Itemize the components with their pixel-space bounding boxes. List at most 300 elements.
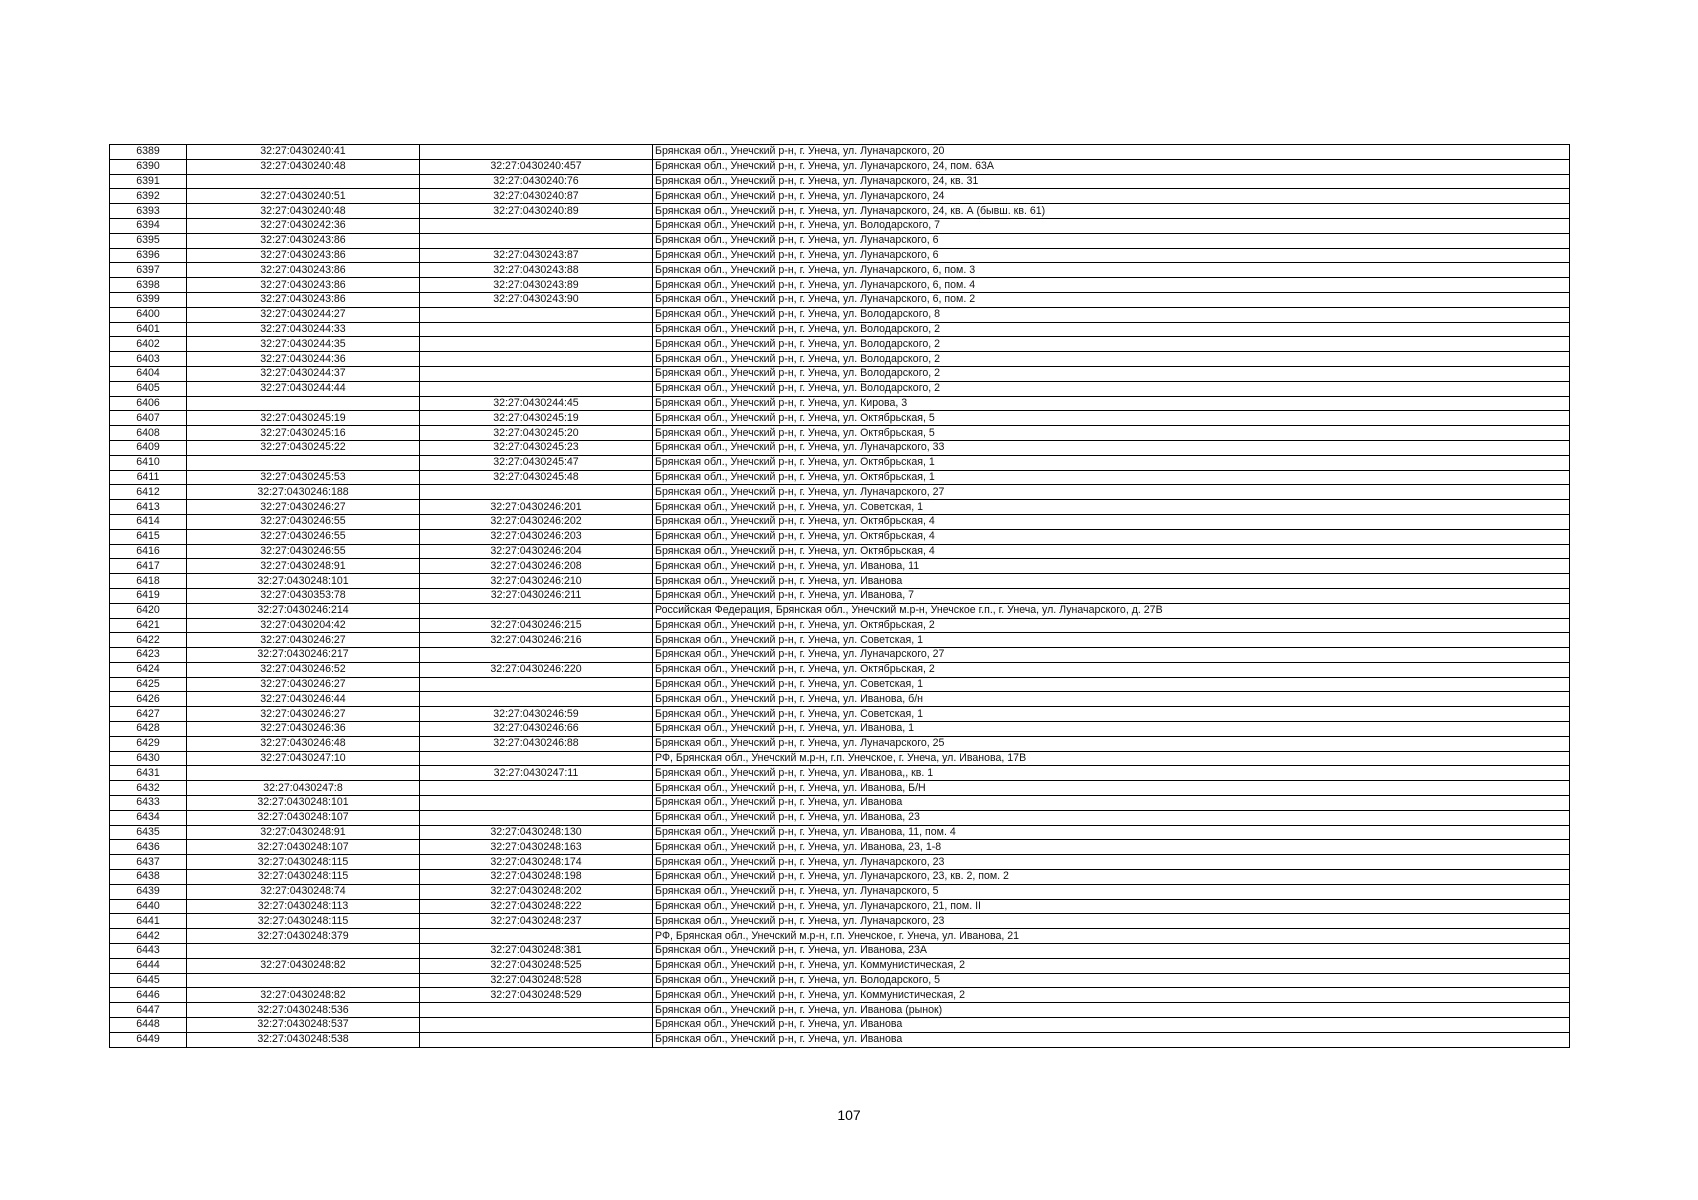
address-cell: Брянская обл., Унечский р-н, г. Унеча, ул. Иванова, 23А	[653, 944, 1570, 959]
object-number-cell: 32:27:0430246:66	[420, 722, 653, 737]
object-number-cell: 32:27:0430246:201	[420, 500, 653, 515]
table-row	[110, 766, 1570, 781]
row-number-cell: 6402	[110, 337, 187, 352]
row-number-cell: 6445	[110, 973, 187, 988]
object-number-cell	[420, 352, 653, 367]
parcel-number-cell: 32:27:0430243:86	[187, 263, 420, 278]
address-cell: Брянская обл., Унечский р-н, г. Унеча, ул. Кирова, 3	[653, 396, 1570, 411]
parcel-number-cell: 32:27:0430248:538	[187, 1032, 420, 1047]
row-number-cell: 6396	[110, 248, 187, 263]
parcel-number-cell: 32:27:0430243:86	[187, 292, 420, 307]
row-number-cell: 6429	[110, 736, 187, 751]
row-number-cell: 6444	[110, 958, 187, 973]
parcel-number-cell: 32:27:0430246:55	[187, 514, 420, 529]
table-row	[110, 796, 1570, 811]
table-row	[110, 870, 1570, 885]
parcel-number-cell	[187, 396, 420, 411]
parcel-number-cell: 32:27:0430240:48	[187, 159, 420, 174]
parcel-number-cell: 32:27:0430246:44	[187, 692, 420, 707]
table-row	[110, 307, 1570, 322]
address-cell: Брянская обл., Унечский р-н, г. Унеча, ул. Луначарского, 27	[653, 648, 1570, 663]
table-row	[110, 633, 1570, 648]
row-number-cell: 6420	[110, 603, 187, 618]
address-cell: Брянская обл., Унечский р-н, г. Унеча, ул. Луначарского, 23, кв. 2, пом. 2	[653, 870, 1570, 885]
address-cell: Брянская обл., Унечский р-н, г. Унеча, ул. Иванова, 1	[653, 722, 1570, 737]
address-cell: Брянская обл., Унечский р-н, г. Унеча, ул. Володарского, 2	[653, 352, 1570, 367]
table-row	[110, 233, 1570, 248]
row-number-cell: 6442	[110, 929, 187, 944]
address-cell: Брянская обл., Унечский р-н, г. Унеча, ул. Октябрьская, 4	[653, 529, 1570, 544]
parcel-number-cell: 32:27:0430244:37	[187, 366, 420, 381]
table-row	[110, 426, 1570, 441]
table-row	[110, 988, 1570, 1003]
address-cell: Брянская обл., Унечский р-н, г. Унеча, ул. Иванова, 23	[653, 810, 1570, 825]
row-number-cell: 6446	[110, 988, 187, 1003]
row-number-cell: 6395	[110, 233, 187, 248]
address-cell: Брянская обл., Унечский р-н, г. Унеча, ул. Луначарского, 24, кв. 31	[653, 174, 1570, 189]
page-number: 107	[837, 1107, 861, 1123]
parcel-number-cell: 32:27:0430248:74	[187, 884, 420, 899]
parcel-number-cell: 32:27:0430245:22	[187, 440, 420, 455]
object-number-cell	[420, 218, 653, 233]
table-row	[110, 381, 1570, 396]
row-number-cell: 6417	[110, 559, 187, 574]
parcel-number-cell: 32:27:0430248:91	[187, 559, 420, 574]
address-cell: Брянская обл., Унечский р-н, г. Унеча, ул. Луначарского, 6	[653, 233, 1570, 248]
row-number-cell: 6425	[110, 677, 187, 692]
row-number-cell: 6419	[110, 588, 187, 603]
parcel-number-cell: 32:27:0430243:86	[187, 278, 420, 293]
object-number-cell	[420, 145, 653, 160]
row-number-cell: 6403	[110, 352, 187, 367]
parcel-number-cell: 32:27:0430248:113	[187, 899, 420, 914]
table-row	[110, 559, 1570, 574]
table-row	[110, 544, 1570, 559]
table-row	[110, 278, 1570, 293]
address-cell: Брянская обл., Унечский р-н, г. Унеча, ул. Иванова, 7	[653, 588, 1570, 603]
parcel-number-cell: 32:27:0430244:33	[187, 322, 420, 337]
parcel-number-cell: 32:27:0430246:55	[187, 529, 420, 544]
row-number-cell: 6428	[110, 722, 187, 737]
address-cell: Брянская обл., Унечский р-н, г. Унеча, ул. Володарского, 8	[653, 307, 1570, 322]
address-cell: Брянская обл., Унечский р-н, г. Унеча, ул. Луначарского, 24, кв. А (бывш. кв. 61)	[653, 204, 1570, 219]
table-row	[110, 292, 1570, 307]
table-row	[110, 855, 1570, 870]
row-number-cell: 6448	[110, 1018, 187, 1033]
object-number-cell: 32:27:0430246:59	[420, 707, 653, 722]
parcel-number-cell: 32:27:0430248:82	[187, 988, 420, 1003]
address-cell: Брянская обл., Унечский р-н, г. Унеча, ул. Володарского, 2	[653, 366, 1570, 381]
object-number-cell: 32:27:0430246:208	[420, 559, 653, 574]
object-number-cell: 32:27:0430246:211	[420, 588, 653, 603]
address-cell: Брянская обл., Унечский р-н, г. Унеча, ул. Луначарского, 27	[653, 485, 1570, 500]
object-number-cell	[420, 603, 653, 618]
row-number-cell: 6435	[110, 825, 187, 840]
row-number-cell: 6391	[110, 174, 187, 189]
parcel-number-cell	[187, 174, 420, 189]
table-row	[110, 396, 1570, 411]
object-number-cell	[420, 366, 653, 381]
parcel-number-cell: 32:27:0430353:78	[187, 588, 420, 603]
parcel-number-cell: 32:27:0430240:41	[187, 145, 420, 160]
object-number-cell: 32:27:0430243:87	[420, 248, 653, 263]
address-cell: Брянская обл., Унечский р-н, г. Унеча, ул. Луначарского, 23	[653, 855, 1570, 870]
table-row	[110, 514, 1570, 529]
address-cell: Брянская обл., Унечский р-н, г. Унеча, ул. Иванова	[653, 1018, 1570, 1033]
row-number-cell: 6409	[110, 440, 187, 455]
row-number-cell: 6399	[110, 292, 187, 307]
object-number-cell: 32:27:0430248:237	[420, 914, 653, 929]
table-row	[110, 1018, 1570, 1033]
object-number-cell	[420, 1018, 653, 1033]
parcel-number-cell: 32:27:0430248:107	[187, 840, 420, 855]
object-number-cell	[420, 751, 653, 766]
address-cell: РФ, Брянская обл., Унечский м.р-н, г.п. Унечское, г. Унеча, ул. Иванова, 21	[653, 929, 1570, 944]
object-number-cell: 32:27:0430246:216	[420, 633, 653, 648]
address-cell: Брянская обл., Унечский р-н, г. Унеча, ул. Октябрьская, 1	[653, 455, 1570, 470]
address-cell: Брянская обл., Унечский р-н, г. Унеча, ул. Володарского, 2	[653, 337, 1570, 352]
address-cell: Брянская обл., Унечский р-н, г. Унеча, ул. Октябрьская, 4	[653, 544, 1570, 559]
row-number-cell: 6418	[110, 574, 187, 589]
parcel-number-cell: 32:27:0430246:27	[187, 677, 420, 692]
object-number-cell	[420, 648, 653, 663]
table-row	[110, 648, 1570, 663]
parcel-number-cell: 32:27:0430246:27	[187, 500, 420, 515]
object-number-cell: 32:27:0430248:198	[420, 870, 653, 885]
table-row	[110, 603, 1570, 618]
object-number-cell: 32:27:0430240:457	[420, 159, 653, 174]
row-number-cell: 6449	[110, 1032, 187, 1047]
parcel-number-cell: 32:27:0430246:188	[187, 485, 420, 500]
address-cell: Брянская обл., Унечский р-н, г. Унеча, ул. Октябрьская, 2	[653, 618, 1570, 633]
address-cell: Брянская обл., Унечский р-н, г. Унеча, ул. Коммунистическая, 2	[653, 988, 1570, 1003]
parcel-number-cell: 32:27:0430248:115	[187, 914, 420, 929]
object-number-cell: 32:27:0430243:88	[420, 263, 653, 278]
parcel-number-cell: 32:27:0430248:536	[187, 1003, 420, 1018]
address-cell: Брянская обл., Унечский р-н, г. Унеча, ул. Советская, 1	[653, 633, 1570, 648]
row-number-cell: 6422	[110, 633, 187, 648]
row-number-cell: 6406	[110, 396, 187, 411]
row-number-cell: 6423	[110, 648, 187, 663]
address-cell: Брянская обл., Унечский р-н, г. Унеча, ул. Советская, 1	[653, 707, 1570, 722]
parcel-number-cell: 32:27:0430245:16	[187, 426, 420, 441]
parcel-number-cell: 32:27:0430243:86	[187, 233, 420, 248]
parcel-number-cell: 32:27:0430248:82	[187, 958, 420, 973]
row-number-cell: 6434	[110, 810, 187, 825]
table-row	[110, 440, 1570, 455]
row-number-cell: 6410	[110, 455, 187, 470]
object-number-cell: 32:27:0430244:45	[420, 396, 653, 411]
row-number-cell: 6390	[110, 159, 187, 174]
object-number-cell	[420, 810, 653, 825]
address-cell: Брянская обл., Унечский р-н, г. Унеча, ул. Володарского, 2	[653, 381, 1570, 396]
row-number-cell: 6426	[110, 692, 187, 707]
parcel-number-cell: 32:27:0430248:537	[187, 1018, 420, 1033]
parcel-number-cell: 32:27:0430204:42	[187, 618, 420, 633]
row-number-cell: 6405	[110, 381, 187, 396]
table-row	[110, 189, 1570, 204]
row-number-cell: 6415	[110, 529, 187, 544]
row-number-cell: 6433	[110, 796, 187, 811]
object-number-cell	[420, 677, 653, 692]
parcel-number-cell: 32:27:0430246:55	[187, 544, 420, 559]
object-number-cell	[420, 1032, 653, 1047]
parcel-number-cell: 32:27:0430248:101	[187, 796, 420, 811]
table-row	[110, 248, 1570, 263]
address-cell: Брянская обл., Унечский р-н, г. Унеча, ул. Иванова, б/н	[653, 692, 1570, 707]
address-cell: Брянская обл., Унечский р-н, г. Унеча, ул. Иванова	[653, 574, 1570, 589]
row-number-cell: 6400	[110, 307, 187, 322]
object-number-cell: 32:27:0430246:88	[420, 736, 653, 751]
parcel-number-cell: 32:27:0430246:48	[187, 736, 420, 751]
object-number-cell	[420, 1003, 653, 1018]
address-cell: Брянская обл., Унечский р-н, г. Унеча, ул. Луначарского, 21, пом. II	[653, 899, 1570, 914]
table-row	[110, 322, 1570, 337]
address-cell: Брянская обл., Унечский р-н, г. Унеча, ул. Иванова, 11	[653, 559, 1570, 574]
parcel-number-cell: 32:27:0430248:91	[187, 825, 420, 840]
table-row	[110, 174, 1570, 189]
parcel-number-cell: 32:27:0430240:51	[187, 189, 420, 204]
row-number-cell: 6413	[110, 500, 187, 515]
row-number-cell: 6401	[110, 322, 187, 337]
address-cell: Брянская обл., Унечский р-н, г. Унеча, ул. Иванова	[653, 796, 1570, 811]
row-number-cell: 6421	[110, 618, 187, 633]
object-number-cell: 32:27:0430246:203	[420, 529, 653, 544]
object-number-cell: 32:27:0430240:87	[420, 189, 653, 204]
row-number-cell: 6408	[110, 426, 187, 441]
address-cell: Брянская обл., Унечский р-н, г. Унеча, ул. Володарского, 2	[653, 322, 1570, 337]
parcel-number-cell	[187, 455, 420, 470]
object-number-cell: 32:27:0430248:163	[420, 840, 653, 855]
row-number-cell: 6414	[110, 514, 187, 529]
row-number-cell: 6394	[110, 218, 187, 233]
object-number-cell	[420, 692, 653, 707]
address-cell: Брянская обл., Унечский р-н, г. Унеча, ул. Луначарского, 24	[653, 189, 1570, 204]
row-number-cell: 6416	[110, 544, 187, 559]
address-cell: Брянская обл., Унечский р-н, г. Унеча, ул. Луначарского, 25	[653, 736, 1570, 751]
parcel-number-cell: 32:27:0430240:48	[187, 204, 420, 219]
parcel-number-cell: 32:27:0430245:19	[187, 411, 420, 426]
address-cell: Брянская обл., Унечский р-н, г. Унеча, ул. Луначарского, 5	[653, 884, 1570, 899]
row-number-cell: 6437	[110, 855, 187, 870]
address-cell: РФ, Брянская обл., Унечский м.р-н, г.п. Унечское, г. Унеча, ул. Иванова, 17В	[653, 751, 1570, 766]
row-number-cell: 6431	[110, 766, 187, 781]
table-row	[110, 692, 1570, 707]
parcel-number-cell: 32:27:0430248:115	[187, 855, 420, 870]
address-cell: Брянская обл., Унечский р-н, г. Унеча, ул. Луначарского, 33	[653, 440, 1570, 455]
parcel-number-cell: 32:27:0430246:52	[187, 662, 420, 677]
address-cell: Брянская обл., Унечский р-н, г. Унеча, ул. Луначарского, 6, пом. 2	[653, 292, 1570, 307]
row-number-cell: 6389	[110, 145, 187, 160]
object-number-cell: 32:27:0430243:90	[420, 292, 653, 307]
object-number-cell: 32:27:0430248:222	[420, 899, 653, 914]
object-number-cell	[420, 307, 653, 322]
address-cell: Брянская обл., Унечский р-н, г. Унеча, ул. Советская, 1	[653, 677, 1570, 692]
table-row	[110, 929, 1570, 944]
object-number-cell	[420, 796, 653, 811]
parcel-number-cell: 32:27:0430243:86	[187, 248, 420, 263]
table-row	[110, 810, 1570, 825]
row-number-cell: 6427	[110, 707, 187, 722]
row-number-cell: 6397	[110, 263, 187, 278]
address-cell: Брянская обл., Унечский р-н, г. Унеча, ул. Октябрьская, 1	[653, 470, 1570, 485]
parcel-number-cell: 32:27:0430248:115	[187, 870, 420, 885]
parcel-number-cell: 32:27:0430246:217	[187, 648, 420, 663]
table-row	[110, 529, 1570, 544]
address-cell: Российская Федерация, Брянская обл., Унечский м.р-н, Унечское г.п., г. Унеча, ул. Луначарского, д. 27В	[653, 603, 1570, 618]
table-row	[110, 263, 1570, 278]
row-number-cell: 6404	[110, 366, 187, 381]
object-number-cell: 32:27:0430240:76	[420, 174, 653, 189]
table-row	[110, 781, 1570, 796]
address-cell: Брянская обл., Унечский р-н, г. Унеча, ул. Иванова (рынок)	[653, 1003, 1570, 1018]
address-cell: Брянская обл., Унечский р-н, г. Унеча, ул. Луначарского, 23	[653, 914, 1570, 929]
object-number-cell: 32:27:0430246:220	[420, 662, 653, 677]
table-row	[110, 662, 1570, 677]
row-number-cell: 6398	[110, 278, 187, 293]
parcel-number-cell	[187, 766, 420, 781]
address-cell: Брянская обл., Унечский р-н, г. Унеча, ул. Иванова,, кв. 1	[653, 766, 1570, 781]
parcel-number-cell: 32:27:0430245:53	[187, 470, 420, 485]
parcel-number-cell: 32:27:0430242:36	[187, 218, 420, 233]
object-number-cell: 32:27:0430248:202	[420, 884, 653, 899]
address-cell: Брянская обл., Унечский р-н, г. Унеча, ул. Октябрьская, 2	[653, 662, 1570, 677]
parcel-number-cell: 32:27:0430246:36	[187, 722, 420, 737]
object-number-cell: 32:27:0430245:20	[420, 426, 653, 441]
table-row	[110, 618, 1570, 633]
table-row	[110, 145, 1570, 160]
table-row	[110, 366, 1570, 381]
parcel-number-cell: 32:27:0430248:107	[187, 810, 420, 825]
object-number-cell: 32:27:0430245:48	[420, 470, 653, 485]
row-number-cell: 6411	[110, 470, 187, 485]
object-number-cell: 32:27:0430246:202	[420, 514, 653, 529]
parcel-number-cell: 32:27:0430246:214	[187, 603, 420, 618]
parcel-number-cell: 32:27:0430248:101	[187, 574, 420, 589]
table-row	[110, 352, 1570, 367]
table-row	[110, 736, 1570, 751]
table-row	[110, 944, 1570, 959]
row-number-cell: 6430	[110, 751, 187, 766]
parcel-number-cell: 32:27:0430248:379	[187, 929, 420, 944]
address-cell: Брянская обл., Унечский р-н, г. Унеча, ул. Октябрьская, 5	[653, 426, 1570, 441]
table-row	[110, 707, 1570, 722]
table-row	[110, 914, 1570, 929]
object-number-cell	[420, 233, 653, 248]
address-cell: Брянская обл., Унечский р-н, г. Унеча, ул. Иванова	[653, 1032, 1570, 1047]
object-number-cell	[420, 337, 653, 352]
row-number-cell: 6407	[110, 411, 187, 426]
parcel-number-cell: 32:27:0430247:10	[187, 751, 420, 766]
parcel-number-cell: 32:27:0430244:27	[187, 307, 420, 322]
row-number-cell: 6440	[110, 899, 187, 914]
row-number-cell: 6424	[110, 662, 187, 677]
address-cell: Брянская обл., Унечский р-н, г. Унеча, ул. Луначарского, 6, пом. 3	[653, 263, 1570, 278]
table-row	[110, 840, 1570, 855]
object-number-cell: 32:27:0430248:525	[420, 958, 653, 973]
object-number-cell: 32:27:0430248:381	[420, 944, 653, 959]
row-number-cell: 6439	[110, 884, 187, 899]
address-cell: Брянская обл., Унечский р-н, г. Унеча, ул. Коммунистическая, 2	[653, 958, 1570, 973]
row-number-cell: 6393	[110, 204, 187, 219]
table-row	[110, 973, 1570, 988]
row-number-cell: 6447	[110, 1003, 187, 1018]
object-number-cell: 32:27:0430246:215	[420, 618, 653, 633]
object-number-cell	[420, 929, 653, 944]
table-row	[110, 204, 1570, 219]
object-number-cell: 32:27:0430243:89	[420, 278, 653, 293]
object-number-cell: 32:27:0430248:529	[420, 988, 653, 1003]
object-number-cell: 32:27:0430246:204	[420, 544, 653, 559]
address-cell: Брянская обл., Унечский р-н, г. Унеча, ул. Иванова, 23, 1-8	[653, 840, 1570, 855]
table-row	[110, 1032, 1570, 1047]
row-number-cell: 6441	[110, 914, 187, 929]
parcel-table-body	[110, 145, 1570, 1048]
parcel-number-cell: 32:27:0430247:8	[187, 781, 420, 796]
table-row	[110, 159, 1570, 174]
table-row	[110, 1003, 1570, 1018]
table-row	[110, 677, 1570, 692]
address-cell: Брянская обл., Унечский р-н, г. Унеча, ул. Октябрьская, 4	[653, 514, 1570, 529]
row-number-cell: 6432	[110, 781, 187, 796]
table-row	[110, 500, 1570, 515]
address-cell: Брянская обл., Унечский р-н, г. Унеча, ул. Советская, 1	[653, 500, 1570, 515]
address-cell: Брянская обл., Унечский р-н, г. Унеча, ул. Иванова, Б/Н	[653, 781, 1570, 796]
parcel-number-cell	[187, 973, 420, 988]
address-cell: Брянская обл., Унечский р-н, г. Унеча, ул. Иванова, 11, пом. 4	[653, 825, 1570, 840]
address-cell: Брянская обл., Унечский р-н, г. Унеча, ул. Луначарского, 6, пом. 4	[653, 278, 1570, 293]
object-number-cell: 32:27:0430248:130	[420, 825, 653, 840]
table-row	[110, 899, 1570, 914]
address-cell: Брянская обл., Унечский р-н, г. Унеча, ул. Октябрьская, 5	[653, 411, 1570, 426]
object-number-cell: 32:27:0430245:47	[420, 455, 653, 470]
row-number-cell: 6412	[110, 485, 187, 500]
parcel-number-cell	[187, 944, 420, 959]
row-number-cell: 6438	[110, 870, 187, 885]
table-row	[110, 722, 1570, 737]
object-number-cell: 32:27:0430247:11	[420, 766, 653, 781]
address-cell: Брянская обл., Унечский р-н, г. Унеча, ул. Луначарского, 6	[653, 248, 1570, 263]
row-number-cell: 6392	[110, 189, 187, 204]
table-row	[110, 470, 1570, 485]
table-row	[110, 411, 1570, 426]
address-cell: Брянская обл., Унечский р-н, г. Унеча, ул. Луначарского, 24, пом. 63А	[653, 159, 1570, 174]
address-cell: Брянская обл., Унечский р-н, г. Унеча, ул. Володарского, 7	[653, 218, 1570, 233]
table-row	[110, 588, 1570, 603]
object-number-cell: 32:27:0430245:19	[420, 411, 653, 426]
table-row	[110, 884, 1570, 899]
row-number-cell: 6436	[110, 840, 187, 855]
object-number-cell	[420, 781, 653, 796]
object-number-cell: 32:27:0430246:210	[420, 574, 653, 589]
row-number-cell: 6443	[110, 944, 187, 959]
address-cell: Брянская обл., Унечский р-н, г. Унеча, ул. Луначарского, 20	[653, 145, 1570, 160]
object-number-cell: 32:27:0430245:23	[420, 440, 653, 455]
parcel-number-cell: 32:27:0430244:44	[187, 381, 420, 396]
table-row	[110, 574, 1570, 589]
table-row	[110, 958, 1570, 973]
parcel-table	[109, 144, 1570, 1048]
object-number-cell	[420, 381, 653, 396]
parcel-number-cell: 32:27:0430246:27	[187, 633, 420, 648]
table-row	[110, 337, 1570, 352]
object-number-cell	[420, 485, 653, 500]
object-number-cell	[420, 322, 653, 337]
address-cell: Брянская обл., Унечский р-н, г. Унеча, ул. Володарского, 5	[653, 973, 1570, 988]
table-row	[110, 218, 1570, 233]
table-row	[110, 485, 1570, 500]
object-number-cell: 32:27:0430248:174	[420, 855, 653, 870]
